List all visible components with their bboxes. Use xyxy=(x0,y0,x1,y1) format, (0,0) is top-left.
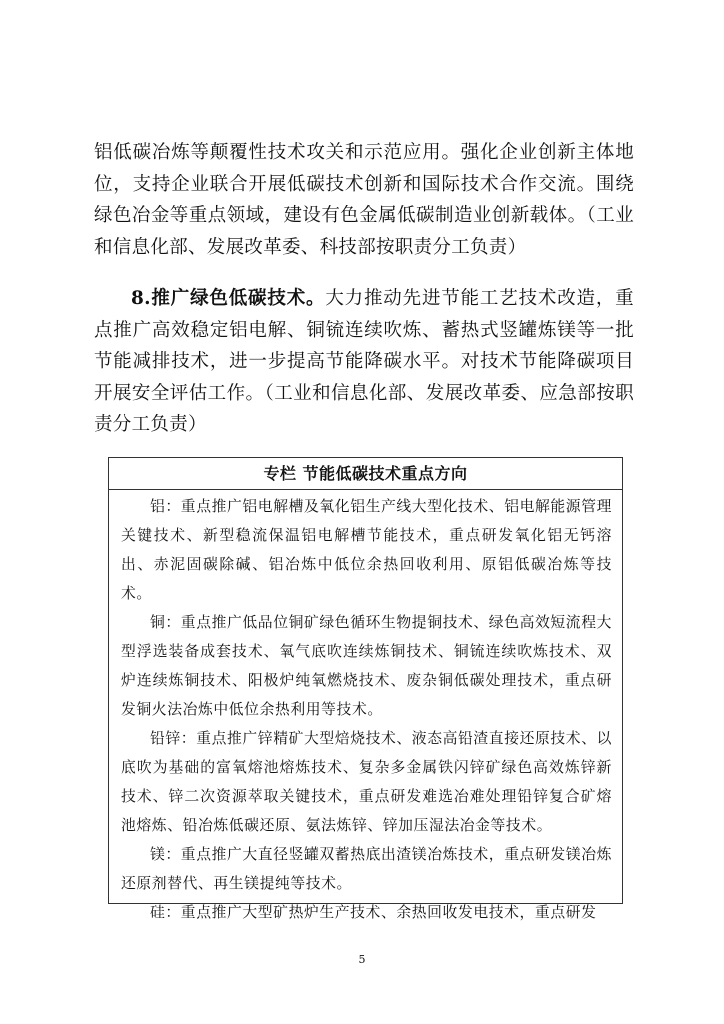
body-paragraph-2 xyxy=(94,283,634,441)
box-item-aluminum: 铝：重点推广铝电解槽及氧化铝生产线大型化技术、铝电解能源管理关键技术、新型稳流保温铝电解槽节能技术，重点研发氧化铝无钙溶出、赤泥固碳除碱、铝冶炼中低位余热回收利用、原铝低碳冶炼等技术。 xyxy=(121,498,612,602)
box-item-magnesium: 镁：重点推广大直径竖罐双蓄热底出渣镁冶炼技术，重点研发镁冶炼还原剂替代、再生镁提纯等技术。 xyxy=(121,846,612,892)
box-item-lead-zinc: 铅锌：重点推广锌精矿大型焙烧技术、液态高铅渣直接还原技术、以底吹为基础的富氧熔池熔炼技术、复杂多金属铁闪锌矿绿色高效炼锌新技术、锌二次资源萃取关键技术，重点研发难选冶难处理铅锌复合矿熔池熔炼、铅冶炼低碳还原、氨法炼锌、锌加压湿法冶金等技术。 xyxy=(121,730,612,834)
section-heading: 8.推广绿色低碳技术。 xyxy=(131,288,326,309)
column-box xyxy=(108,457,623,921)
body-paragraph-1: 铝低碳冶炼等颠覆性技术攻关和示范应用。强化企业创新主体地位，支持企业联合开展低碳技术创新和国际技术合作交流。围绕绿色冶金等重点领域，建设有色金属低碳制造业创新载体。（工业和信息化部、发展改革委、科技部按职责分工负责） xyxy=(94,142,634,258)
box-item-silicon: 硅：重点推广大型矿热炉生产技术、余热回收发电技术，重点研发 xyxy=(150,904,597,921)
page-number: 5 xyxy=(358,953,366,966)
column-box-title: 专栏 节能低碳技术重点方向 xyxy=(109,458,622,490)
box-item-copper: 铜：重点推广低品位铜矿绿色循环生物提铜技术、绿色高效短流程大型浮选装备成套技术、氧气底吹连续炼铜技术、铜锍连续吹炼技术、双炉连续炼铜技术、阳极炉纯氧燃烧技术、废杂铜低碳处理技术，重点研发铜火法冶炼中低位余热利用等技术。 xyxy=(121,614,612,718)
column-box-body xyxy=(109,490,622,927)
section-text: 大力推动先进节能工艺技术改造，重点推广高效稳定铝电解、铜锍连续吹炼、蓄热式竖罐炼镁等一批节能减排技术，进一步提高节能降碳水平。对技术节能降碳项目开展安全评估工作。（工业和信息化部、发展改革委、应急部按职责分工负责） xyxy=(94,288,634,435)
